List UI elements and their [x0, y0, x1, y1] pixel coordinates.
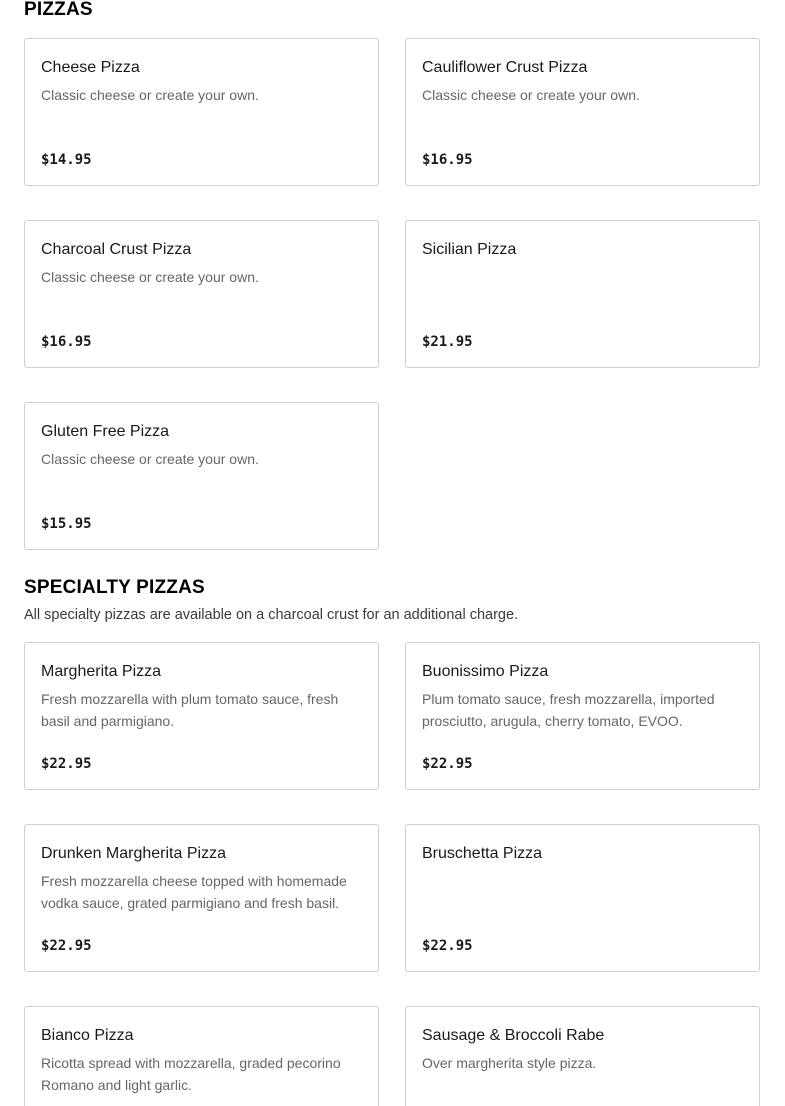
- item-price: $21.95: [422, 334, 473, 350]
- item-description: Classic cheese or create your own.: [41, 87, 259, 103]
- item-name: Buonissimo Pizza: [422, 663, 549, 680]
- item-price: $22.95: [41, 756, 92, 772]
- item-name: Bruschetta Pizza: [422, 845, 543, 862]
- menu-item-card[interactable]: [24, 642, 379, 790]
- item-name: Sicilian Pizza: [422, 241, 517, 258]
- item-name: Cheese Pizza: [41, 59, 140, 76]
- section-note: All specialty pizzas are available on a charcoal crust for an additional charge.: [24, 607, 519, 623]
- item-description: Classic cheese or create your own.: [422, 87, 640, 103]
- menu-item-card[interactable]: [24, 402, 379, 550]
- menu-item-card[interactable]: [24, 220, 379, 368]
- item-name: Drunken Margherita Pizza: [41, 845, 226, 862]
- item-price: $14.95: [41, 152, 92, 168]
- menu-item-card[interactable]: [24, 824, 379, 972]
- item-price: $16.95: [422, 152, 473, 168]
- item-description: Fresh mozzarella cheese topped with homemade vodka sauce, grated parmigiano and fresh basil.: [41, 873, 347, 911]
- item-description: Classic cheese or create your own.: [41, 269, 259, 285]
- menu-item-card[interactable]: [24, 38, 379, 186]
- item-price: $22.95: [422, 756, 473, 772]
- menu-item-card[interactable]: [405, 824, 760, 972]
- menu-item-card[interactable]: [24, 1006, 379, 1106]
- item-name: Gluten Free Pizza: [41, 423, 170, 440]
- menu-item-card[interactable]: [405, 220, 760, 368]
- item-price: $22.95: [41, 938, 92, 954]
- menu-item-card[interactable]: [405, 642, 760, 790]
- menu-item-card[interactable]: [405, 1006, 760, 1106]
- item-name: Sausage & Broccoli Rabe: [422, 1027, 605, 1044]
- menu-item-card[interactable]: [405, 38, 760, 186]
- item-description: Plum tomato sauce, fresh mozzarella, imported prosciutto, arugula, cherry tomato, EVOO.: [422, 691, 715, 729]
- item-name: Bianco Pizza: [41, 1027, 134, 1044]
- item-name: Cauliflower Crust Pizza: [422, 59, 588, 76]
- section-title-pizzas: PIZZAS: [24, 0, 93, 20]
- item-name: Charcoal Crust Pizza: [41, 241, 192, 258]
- item-description: Over margherita style pizza.: [422, 1055, 597, 1071]
- item-price: $15.95: [41, 516, 92, 532]
- item-name: Margherita Pizza: [41, 663, 162, 680]
- item-description: Fresh mozzarella with plum tomato sauce, fresh basil and parmigiano.: [41, 691, 339, 729]
- section-title-specialty-pizzas: SPECIALTY PIZZAS: [24, 577, 205, 598]
- item-price: $22.95: [422, 938, 473, 954]
- item-price: $16.95: [41, 334, 92, 350]
- item-description: Classic cheese or create your own.: [41, 451, 259, 467]
- item-description: Ricotta spread with mozzarella, graded pecorino Romano and light garlic.: [41, 1055, 341, 1093]
